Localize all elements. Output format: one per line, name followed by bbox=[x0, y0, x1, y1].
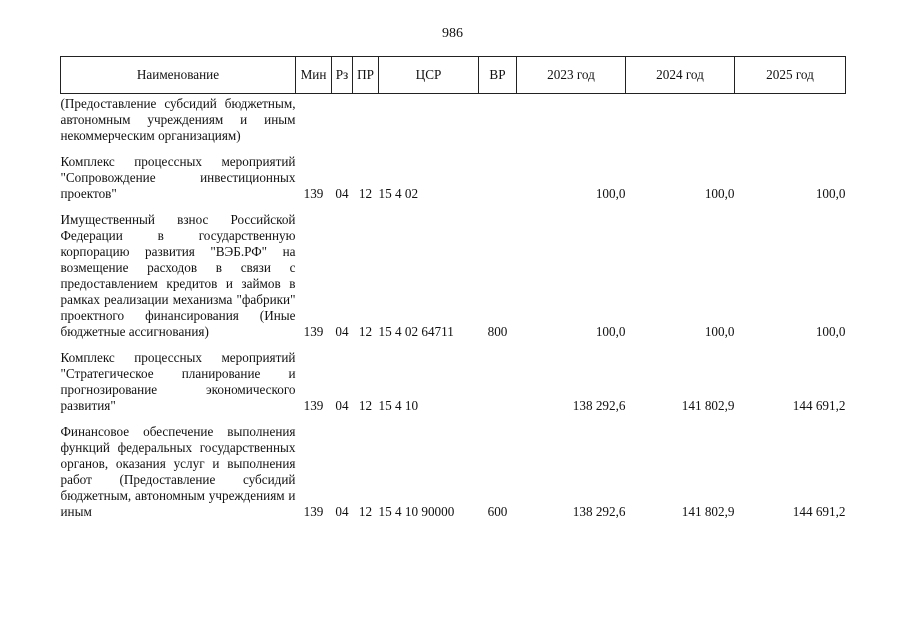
header-min: Мин bbox=[296, 57, 332, 94]
row-rz: 04 bbox=[335, 398, 349, 413]
row-2025: 100,0 bbox=[815, 186, 846, 201]
row-name: Имущественный взнос Российской Федерации в государственную корпорацию развития "ВЭБ.РФ" на возмещение расходов в связи с предоставлением кредитов и займов в рамках реализации механизма "фабрики" проектного финансирования (Иные бюджетные ассигнования) bbox=[60, 212, 296, 339]
row-csr: 15 4 02 64711 bbox=[378, 324, 454, 339]
row-csr bbox=[379, 94, 479, 145]
row-name: Комплекс процессных мероприятий "Стратегическое планирование и прогнозирование экономического развития" bbox=[60, 350, 296, 413]
row-2023: 100,0 bbox=[595, 324, 626, 339]
budget-table bbox=[60, 56, 846, 520]
row-2024: 100,0 bbox=[704, 324, 735, 339]
row-min: 139 bbox=[303, 504, 324, 519]
row-rz: 04 bbox=[335, 186, 349, 201]
row-2024: 141 802,9 bbox=[681, 398, 735, 413]
row-name: Комплекс процессных мероприятий "Сопровождение инвестиционных проектов" bbox=[60, 154, 296, 201]
row-rz: 04 bbox=[335, 324, 349, 339]
row-2023: 138 292,6 bbox=[572, 398, 626, 413]
header-csr: ЦСР bbox=[379, 57, 479, 94]
table-header-row bbox=[61, 57, 846, 94]
table-row bbox=[61, 340, 846, 414]
row-pr: 12 bbox=[358, 398, 373, 413]
row-name: (Предоставление субсидий бюджетным, автономным учреждениям и иным некоммерческим организациям) bbox=[60, 96, 296, 143]
table-row bbox=[61, 414, 846, 520]
row-pr: 12 bbox=[358, 324, 373, 339]
row-pr bbox=[353, 94, 379, 145]
row-csr: 15 4 10 bbox=[378, 398, 419, 413]
row-2025: 144 691,2 bbox=[792, 398, 846, 413]
row-pr: 12 bbox=[358, 504, 373, 519]
row-2023 bbox=[517, 94, 626, 145]
header-vr: ВР bbox=[479, 57, 517, 94]
row-min: 139 bbox=[303, 324, 324, 339]
page-number: 986 bbox=[442, 26, 463, 41]
row-rz: 04 bbox=[335, 504, 349, 519]
table-row bbox=[61, 202, 846, 340]
row-rz bbox=[332, 94, 353, 145]
row-min: 139 bbox=[303, 186, 324, 201]
row-csr: 15 4 10 90000 bbox=[378, 504, 455, 519]
row-min: 139 bbox=[303, 398, 324, 413]
row-2024: 100,0 bbox=[704, 186, 735, 201]
header-pr: ПР bbox=[353, 57, 379, 94]
row-2025: 144 691,2 bbox=[792, 504, 846, 519]
table-row bbox=[61, 144, 846, 202]
row-2023: 100,0 bbox=[595, 186, 626, 201]
row-2024 bbox=[626, 94, 735, 145]
row-vr: 800 bbox=[487, 324, 508, 339]
header-2023: 2023 год bbox=[517, 57, 626, 94]
header-rz: Рз bbox=[332, 57, 353, 94]
row-vr bbox=[479, 94, 517, 145]
header-name: Наименование bbox=[61, 57, 296, 94]
row-2023: 138 292,6 bbox=[572, 504, 626, 519]
row-pr: 12 bbox=[358, 186, 373, 201]
row-2024: 141 802,9 bbox=[681, 504, 735, 519]
table-row bbox=[61, 94, 846, 145]
row-2025: 100,0 bbox=[815, 324, 846, 339]
header-2024: 2024 год bbox=[626, 57, 735, 94]
row-csr: 15 4 02 bbox=[378, 186, 419, 201]
row-name: Финансовое обеспечение выполнения функций федеральных государственных органов, оказания услуг и выполнения работ (Предоставление субсидий бюджетным, автономным учреждениям и иным bbox=[60, 424, 296, 519]
row-min bbox=[296, 94, 332, 145]
row-2025 bbox=[735, 94, 846, 145]
header-2025: 2025 год bbox=[735, 57, 846, 94]
row-vr bbox=[479, 340, 517, 414]
row-vr bbox=[479, 144, 517, 202]
row-vr: 600 bbox=[487, 504, 508, 519]
